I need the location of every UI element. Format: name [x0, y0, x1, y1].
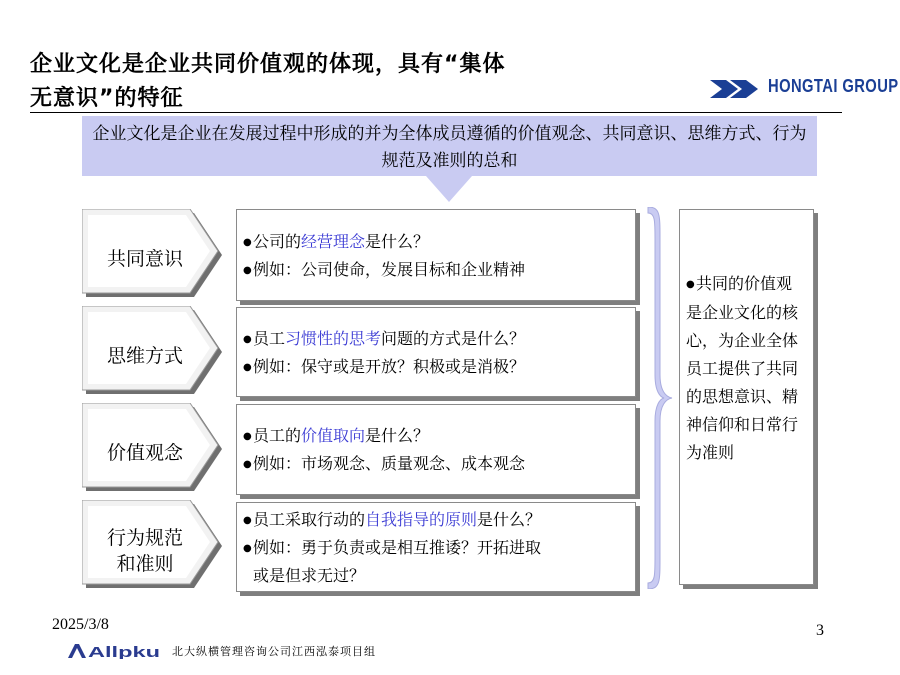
question-line: ●公司的经营理念是什么？: [243, 228, 429, 257]
bullet-icon: ●: [243, 333, 252, 345]
bullet-icon: ●: [686, 278, 695, 290]
hongtai-logo: [708, 74, 899, 104]
title-divider: [30, 112, 842, 113]
label-behavior-line-2: 和准则: [116, 553, 174, 575]
label-behavior-norms: [82, 525, 208, 577]
label-common-awareness: 共同意识: [106, 248, 183, 270]
allpku-logo: [68, 643, 162, 659]
example-line-continued: 或是但求无过？: [253, 566, 366, 585]
allpku-logo-text: Allpku: [88, 644, 160, 659]
question-line: ●员工的价值取向是什么？: [243, 422, 429, 451]
example-line: ●例如：勇于负责或是相互推诿？开拓进取: [243, 534, 541, 563]
summary-text: ●共同的价值观是企业文化的核心，为企业全体员工提供了共同的思想意识、精神信仰和日常行为准则: [686, 270, 802, 467]
question-line: ●员工采取行动的自我指导的原则是什么？: [243, 506, 541, 535]
content-box-1: [236, 209, 636, 301]
content-box-3: [236, 404, 636, 495]
slide-date: 2025/3/8: [52, 616, 109, 633]
summary-box: [679, 209, 814, 585]
logo-text: HONGTAI GROUP: [768, 76, 899, 96]
label-behavior-line-1: 行为规范: [106, 527, 183, 549]
example-line: ●例如：市场观念、质量观念、成本观念: [243, 450, 525, 479]
bullet-icon: ●: [243, 542, 252, 554]
content-box-4: [236, 502, 636, 592]
example-line: ●例如：保守或是开放？积极或是消极？: [243, 353, 525, 382]
bullet-icon: ●: [243, 236, 252, 248]
double-chevron-logo-icon: [708, 74, 764, 104]
content-box-2: [236, 307, 636, 397]
label-values: 价值观念: [106, 442, 183, 464]
right-brace-icon: [646, 207, 674, 589]
page-number: 3: [816, 622, 824, 639]
bullet-icon: ●: [243, 430, 252, 442]
example-line: ●例如：公司使命，发展目标和企业精神: [243, 256, 525, 285]
bullet-icon: ●: [243, 458, 252, 470]
bullet-icon: ●: [243, 264, 252, 276]
title-line-2: 无意识”的特征: [30, 86, 184, 111]
footer-organization: 北大纵横管理咨询公司江西泓泰项目组: [172, 645, 376, 658]
bullet-icon: ●: [243, 514, 252, 526]
question-line: ●员工习惯性的思考问题的方式是什么？: [243, 325, 525, 354]
title-line-1: 企业文化是企业共同价值观的体现，具有“集体: [30, 52, 506, 77]
definition-text: 企业文化是企业在发展过程中形成的并为全体成员遵循的价值观念、共同意识、思维方式、行为规范及准则的总和: [92, 124, 807, 171]
bullet-icon: ●: [243, 361, 252, 373]
label-thinking-style: 思维方式: [106, 345, 183, 367]
slide-title: [30, 48, 670, 116]
